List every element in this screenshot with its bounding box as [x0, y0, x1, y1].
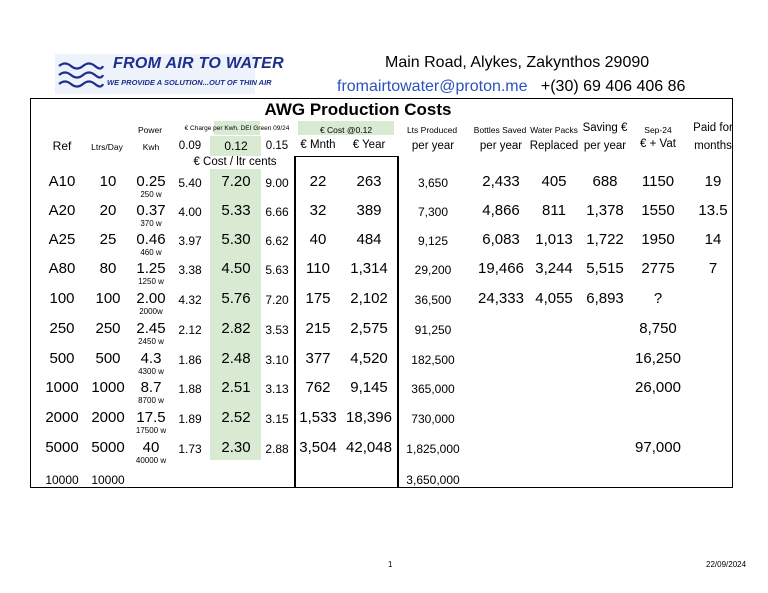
- cell-ltrs: 250: [95, 320, 121, 337]
- header-paid: Paid for: [693, 122, 733, 134]
- header-paid-sub: months: [694, 140, 732, 152]
- cell-ltrs: 20: [99, 202, 117, 219]
- cell-bottles: 24,333: [478, 290, 524, 307]
- header-charge: € Charge per Kwh. DEI Green 09/24: [184, 125, 290, 132]
- cell-c2: 2.48: [221, 350, 251, 367]
- cell-year: 4,520: [350, 350, 388, 367]
- cell-year: 9,145: [350, 379, 388, 396]
- cell-year: 1,314: [350, 260, 388, 277]
- cell-kwh: 0.37: [136, 202, 166, 219]
- cell-c2: 4.50: [221, 260, 251, 277]
- cell-month: 3,504: [299, 439, 337, 456]
- cell-c3: 3.53: [265, 323, 289, 337]
- cell-month: 110: [306, 260, 330, 277]
- cell-price: 26,000: [635, 379, 681, 396]
- cell-price: ?: [653, 290, 663, 307]
- cell-year: 389: [356, 202, 382, 219]
- cell-ref: A10: [48, 173, 76, 190]
- cell-year: 484: [356, 231, 382, 248]
- cell-watts: 1250 w: [138, 277, 164, 286]
- cell-kwh: 4.3: [140, 350, 162, 367]
- cell-saving: 5,515: [586, 260, 624, 277]
- cell-ref: 5000: [45, 439, 79, 456]
- header-rate-3: 0.15: [265, 140, 289, 152]
- cell-ref: 100: [49, 290, 75, 307]
- cell-kwh: 17.5: [136, 409, 166, 426]
- company-logo: [55, 54, 285, 94]
- cell-paid: 19: [704, 173, 722, 190]
- cell-watts: 8700 w: [138, 396, 164, 405]
- header-ltrs: Ltrs/Day: [91, 142, 123, 152]
- cell-packs: 3,244: [535, 260, 573, 277]
- cell-price: 1950: [641, 231, 675, 248]
- cell-lts: 29,200: [414, 263, 452, 277]
- cell-watts: 4300 w: [138, 367, 164, 376]
- cell-paid: 14: [704, 231, 722, 248]
- cell-packs: 1,013: [535, 231, 573, 248]
- cell-c3: 6.62: [265, 234, 289, 248]
- cell-year: 263: [356, 173, 382, 190]
- row-divider: [296, 487, 399, 488]
- cell-ltrs: 25: [99, 231, 117, 248]
- cell-year: 2,102: [350, 290, 388, 307]
- header-kwh: Kwh: [142, 142, 160, 152]
- cell-ltrs: 10000: [91, 473, 125, 487]
- cell-c2: 2.82: [221, 320, 251, 337]
- cell-watts: 460 w: [140, 248, 162, 257]
- cell-month: 1,533: [299, 409, 337, 426]
- cell-month: 215: [305, 320, 331, 337]
- cell-kwh: 2.00: [136, 290, 166, 307]
- header-packs-sub: Replaced: [529, 140, 579, 152]
- cell-bottles: 4,866: [482, 202, 520, 219]
- cell-c1: 1.89: [178, 412, 202, 426]
- cell-ref: 500: [49, 350, 75, 367]
- cell-ltrs: 80: [99, 260, 117, 277]
- cell-watts: 250 w: [140, 190, 162, 199]
- cell-c1: 3.38: [178, 263, 202, 277]
- header-bottles-sub: per year: [479, 140, 523, 152]
- cell-kwh: 2.45: [136, 320, 166, 337]
- cell-saving: 1,722: [586, 231, 624, 248]
- header-ref: Ref: [52, 139, 72, 153]
- cell-watts: 40000 w: [135, 456, 167, 465]
- cell-month: 22: [309, 173, 327, 190]
- cell-watts: 17500 w: [135, 426, 167, 435]
- header-rate-1: 0.09: [178, 140, 202, 152]
- cell-kwh: 0.46: [136, 231, 166, 248]
- cell-c2: 5.30: [221, 231, 251, 248]
- cell-price: 2775: [641, 260, 675, 277]
- cell-watts: 2000w: [139, 307, 163, 316]
- cell-ltrs: 500: [95, 350, 121, 367]
- header-price-sub: € + Vat: [640, 138, 676, 150]
- cell-c1: 4.32: [178, 293, 202, 307]
- column-divider: [294, 156, 296, 488]
- cell-bottles: 19,466: [478, 260, 524, 277]
- cell-packs: 405: [541, 173, 567, 190]
- cell-ltrs: 2000: [91, 409, 125, 426]
- cell-paid: 13.5: [698, 202, 728, 219]
- cell-c3: 6.66: [265, 205, 289, 219]
- cell-lts: 365,000: [411, 382, 455, 396]
- cell-c1: 3.97: [178, 234, 202, 248]
- cell-ltrs: 1000: [91, 379, 125, 396]
- cell-c2: 2.30: [221, 439, 251, 456]
- header-rate-2: 0.12: [224, 139, 248, 153]
- cell-ref: 10000: [45, 473, 79, 487]
- column-divider: [397, 156, 399, 488]
- cell-c2: 5.76: [221, 290, 251, 307]
- cell-c1: 5.40: [178, 176, 202, 190]
- header-year: € Year: [352, 139, 386, 151]
- cell-kwh: 1.25: [136, 260, 166, 277]
- cell-price: 8,750: [639, 320, 677, 337]
- logo-tagline: WE PROVIDE A SOLUTION...OUT OF THIN AIR: [107, 78, 272, 87]
- cell-bottles: 6,083: [482, 231, 520, 248]
- header-cost: € Cost @0.12: [319, 125, 373, 135]
- cell-c3: 3.10: [265, 353, 289, 367]
- header-price: Sep-24: [644, 125, 672, 135]
- cell-price: 97,000: [635, 439, 681, 456]
- footer-date: 22/09/2024: [706, 560, 747, 569]
- cell-ref: A80: [48, 260, 76, 277]
- cell-c1: 2.12: [178, 323, 202, 337]
- header-month: € Mnth: [300, 139, 336, 151]
- cell-c3: 3.13: [265, 382, 289, 396]
- cell-paid: 7: [708, 260, 718, 277]
- cell-c3: 9.00: [265, 176, 289, 190]
- cell-c3: 5.63: [265, 263, 289, 277]
- cell-kwh: 8.7: [140, 379, 162, 396]
- cell-month: 32: [309, 202, 327, 219]
- water-waves-icon: [57, 60, 105, 90]
- header-lts: Lts Produced: [406, 125, 458, 135]
- cell-c1: 1.88: [178, 382, 202, 396]
- company-address: Main Road, Alykes, Zakynthos 29090: [385, 54, 650, 71]
- table-title: AWG Production Costs: [264, 100, 452, 119]
- cell-kwh: 0.25: [136, 173, 166, 190]
- cell-c1: 1.86: [178, 353, 202, 367]
- cell-packs: 4,055: [535, 290, 573, 307]
- cell-c2: 2.52: [221, 409, 251, 426]
- cell-lts: 3,650: [417, 176, 449, 190]
- cost-per-litre-label: € Cost / ltr cents: [193, 156, 277, 168]
- cell-ltrs: 5000: [91, 439, 125, 456]
- cell-watts: 2450 w: [138, 337, 164, 346]
- cell-lts: 182,500: [411, 353, 455, 367]
- cell-lts: 730,000: [411, 412, 455, 426]
- cell-ref: A25: [48, 231, 76, 248]
- cell-c2: 7.20: [221, 173, 251, 190]
- cell-month: 762: [305, 379, 331, 396]
- cell-ref: 1000: [45, 379, 79, 396]
- cell-c3: 3.15: [265, 412, 289, 426]
- header-bottles: Bottles Saved: [473, 125, 527, 135]
- cell-kwh: 40: [142, 439, 160, 456]
- cell-ref: A20: [48, 202, 76, 219]
- cell-ltrs: 10: [99, 173, 117, 190]
- row-divider: [296, 156, 399, 157]
- cell-c2: 5.33: [221, 202, 251, 219]
- cell-c3: 7.20: [265, 293, 289, 307]
- cell-lts: 9,125: [417, 234, 449, 248]
- cell-c2: 2.51: [221, 379, 251, 396]
- header-power: Power: [137, 125, 163, 135]
- cell-lts: 91,250: [414, 323, 452, 337]
- cell-saving: 1,378: [586, 202, 624, 219]
- cell-month: 175: [305, 290, 331, 307]
- header-packs: Water Packs: [530, 125, 578, 135]
- cell-saving: 6,893: [586, 290, 624, 307]
- cell-lts: 1,825,000: [406, 442, 460, 456]
- cell-lts: 3,650,000: [406, 473, 460, 487]
- cell-c1: 4.00: [178, 205, 202, 219]
- cell-bottles: 2,433: [482, 173, 520, 190]
- cell-c3: 2.88: [265, 442, 289, 456]
- header-saving: Saving €: [582, 122, 628, 134]
- contact-line: [337, 78, 685, 96]
- header-lts-sub: per year: [411, 140, 455, 152]
- cell-month: 377: [305, 350, 331, 367]
- cell-year: 2,575: [350, 320, 388, 337]
- logo-title: FROM AIR TO WATER: [113, 55, 285, 72]
- cell-month: 40: [309, 231, 327, 248]
- page-number: 1: [388, 560, 393, 569]
- cell-lts: 36,500: [414, 293, 452, 307]
- cell-c1: 1.73: [178, 442, 202, 456]
- cell-packs: 811: [542, 202, 566, 219]
- cell-saving: 688: [592, 173, 618, 190]
- cell-ltrs: 100: [95, 290, 121, 307]
- cell-price: 1150: [641, 173, 675, 190]
- cell-lts: 7,300: [417, 205, 449, 219]
- header-saving-sub: per year: [583, 140, 627, 152]
- phone-number: +(30) 69 406 406 86: [540, 78, 686, 95]
- cell-ref: 250: [49, 320, 75, 337]
- cell-year: 42,048: [346, 439, 392, 456]
- email-link[interactable]: fromairtowater@proton.me: [337, 78, 528, 95]
- cell-ref: 2000: [45, 409, 79, 426]
- cell-price: 1550: [641, 202, 675, 219]
- cell-price: 16,250: [635, 350, 681, 367]
- cell-watts: 370 w: [140, 219, 162, 228]
- cell-year: 18,396: [346, 409, 392, 426]
